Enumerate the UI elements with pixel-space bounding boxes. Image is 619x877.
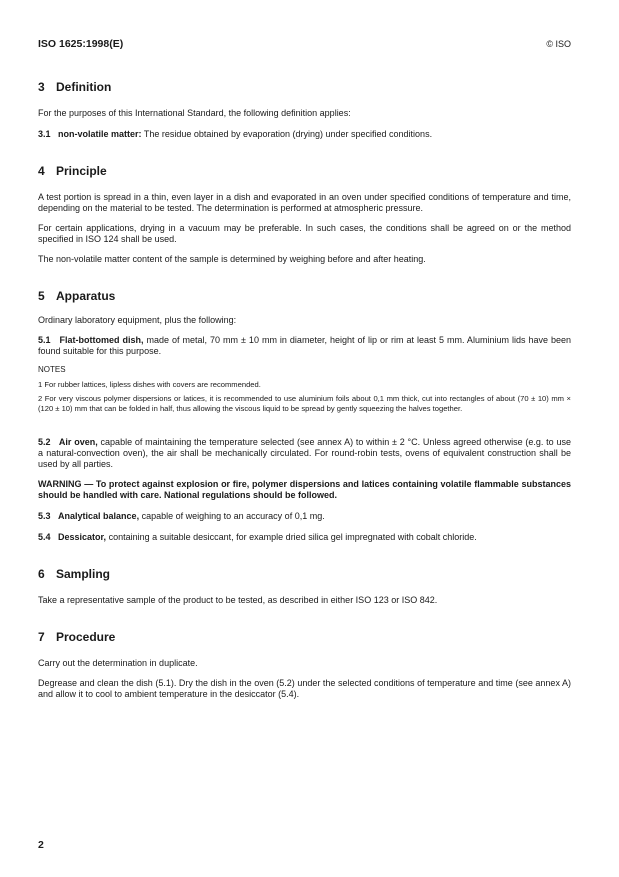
clause-term: Air oven, — [58, 436, 98, 447]
paragraph: For the purposes of this International Standard, the following definition applies: — [38, 108, 351, 118]
paragraph: Degrease and clean the dish (5.1). Dry the dish in the oven (5.2) under the selected conditions of temperature and time (see annex A) and allow it to cool to ambient temperature in the desiccator (5.4). — [38, 677, 571, 699]
note-1: 1 For rubber lattices, lipless dishes with covers are recommended. — [38, 380, 261, 390]
section-heading-definition — [38, 80, 571, 94]
section-title: Principle — [56, 164, 107, 178]
section-title: Procedure — [56, 629, 116, 644]
paragraph: For certain applications, drying in a vacuum may be preferable. In such cases, the conditions shall be agreed on or the method specified in ISO 124 shall be used. — [38, 223, 571, 244]
warning-paragraph: WARNING — To protect against explosion or fire, polymer dispersions and latices containing volatile flammable substances should be handled with care. National regulations should be followed. — [38, 478, 571, 500]
section-title: Sampling — [56, 566, 111, 581]
section-heading-principle — [38, 164, 571, 178]
definition-term: non-volatile matter: — [58, 129, 142, 139]
section-number: 3 — [38, 80, 45, 94]
definition-text: The residue obtained by evaporation (drying) under specified conditions. — [143, 129, 433, 139]
clause-text: containing a suitable desiccant, for example dried silica gel impregnated with cobalt chloride. — [108, 531, 477, 542]
clause-number: 5.4 — [38, 531, 51, 542]
clause-text: capable of weighing to an accuracy of 0,1 mg. — [141, 510, 325, 521]
clause-5-1 — [38, 335, 571, 357]
note-2: 2 For very viscous polymer dispersions or latices, it is recommended to use aluminium foils about 0,1 mm thick, cut into rectangles of about (70 ± 10) mm × (120 ± 10) mm that can be folded in half, thus allowing the viscous liquid to be spread by gently squeezing the halves together. — [38, 394, 571, 413]
page-number: 2 — [38, 839, 44, 851]
section-number: 5 — [38, 289, 45, 303]
document-header-standard: ISO 1625:1998(E) — [38, 38, 124, 50]
notes-label: NOTES — [38, 365, 66, 374]
section-heading-sampling — [38, 567, 571, 581]
clause-text: capable of maintaining the temperature selected (see annex A) to within ± 2 °C. Unless agreed otherwise (e.g. to use a natural-convection oven), the air shall be mechanically circulated. For round-robin tests, ovens of equivalent construction shall be used by all parties. — [38, 436, 571, 469]
section-title: Definition — [56, 80, 112, 94]
clause-term: Dessicator, — [58, 531, 107, 542]
paragraph: Ordinary laboratory equipment, plus the following: — [38, 315, 237, 325]
clause-term: Flat-bottomed dish, — [59, 335, 144, 345]
clause-5-4 — [38, 532, 571, 543]
clause-term: Analytical balance, — [58, 510, 140, 521]
section-heading-apparatus — [38, 289, 571, 303]
section-number: 6 — [38, 566, 45, 581]
document-body — [38, 78, 571, 700]
definition-3-1 — [38, 129, 571, 140]
clause-number: 5.1 — [38, 335, 51, 345]
paragraph: The non-volatile matter content of the sample is determined by weighing before and after heating. — [38, 254, 426, 264]
paragraph: Carry out the determination in duplicate. — [38, 657, 198, 668]
clause-number: 5.2 — [38, 436, 51, 447]
document-header-copyright: © ISO — [546, 39, 571, 49]
clause-text: made of metal, 70 mm ± 10 mm in diameter, height of lip or rim at least 5 mm. Aluminium lids have been found suitable for this purpose. — [38, 335, 571, 356]
clause-number: 3.1 — [38, 129, 51, 139]
clause-5-2 — [38, 437, 571, 470]
clause-number: 5.3 — [38, 510, 51, 521]
section-title: Apparatus — [56, 289, 116, 303]
paragraph: Take a representative sample of the product to be tested, as described in either ISO 123 or ISO 842. — [38, 594, 438, 605]
paragraph: A test portion is spread in a thin, even layer in a dish and evaporated in an oven under specified conditions of temperature and time, depending on the material to be tested. The determination is performed at atmospheric pressure. — [38, 192, 571, 213]
section-number: 4 — [38, 164, 45, 178]
clause-5-3 — [38, 511, 571, 522]
section-number: 7 — [38, 629, 45, 644]
section-heading-procedure — [38, 630, 571, 644]
